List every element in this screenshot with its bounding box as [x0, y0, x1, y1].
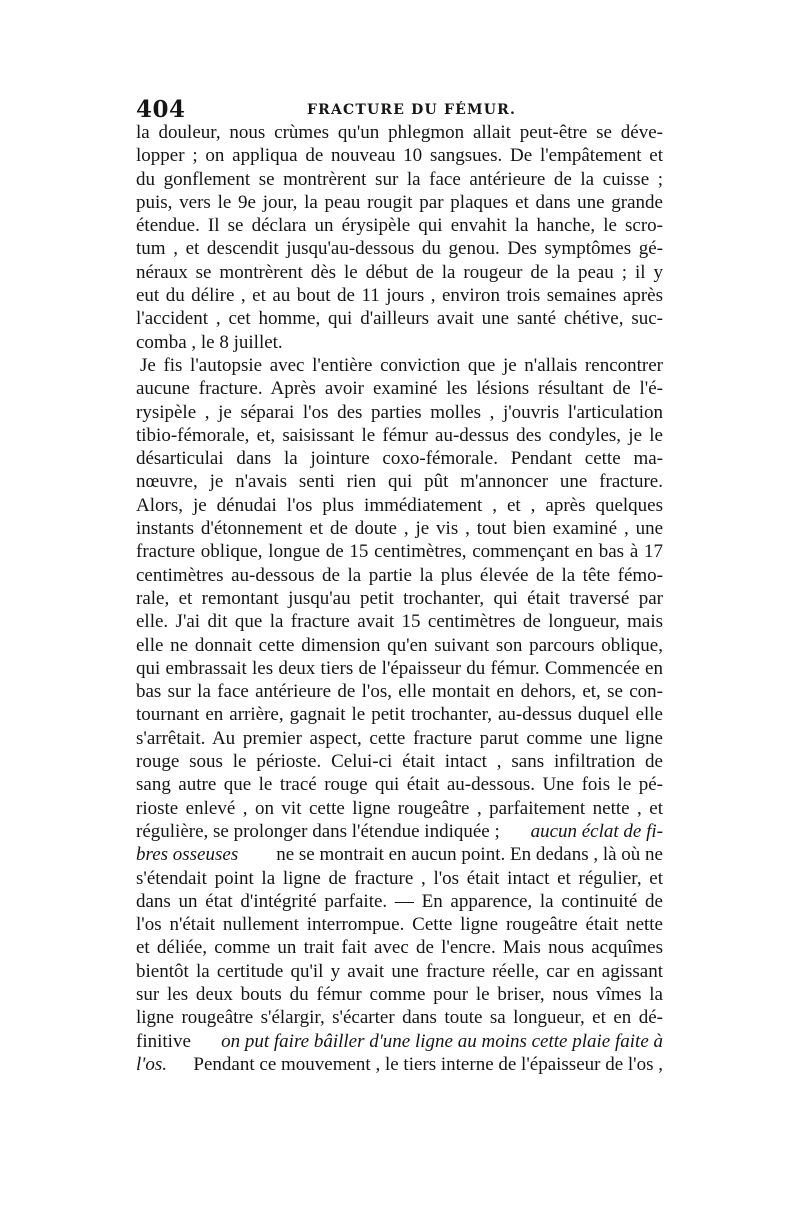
text-line-mixed — [136, 843, 663, 866]
text-line: tournant en arrière, gagnait le petit trochanter, au-dessus duquel elle — [136, 704, 663, 726]
text-line: la douleur, nous crùmes qu'un phlegmon allait peut-être se déve- — [136, 122, 663, 143]
text-line: elle ne donnait cette dimension qu'en suivant son parcours oblique, — [136, 634, 663, 656]
text-line: et déliée, comme un trait fait avec de l'encre. Mais nous acquîmes — [136, 937, 663, 959]
italic-segment: aucun éclat de fi- — [530, 820, 663, 842]
text-segment: régulière, se prolonger dans l'étendue indiquée ; — [136, 820, 500, 842]
text-line: rale, et remontant jusqu'au petit trochanter, qui était traversé par — [136, 587, 663, 609]
text-line: comba , le 8 juillet. — [136, 331, 283, 353]
text-line: désarticulai dans la jointure coxo-fémorale. Pendant cette ma- — [136, 448, 663, 470]
text-line: bientôt la certitude qu'il y avait une fracture réelle, car en agissant — [136, 960, 663, 982]
text-line: s'arrêtait. Au premier aspect, cette fracture parut comme une ligne — [136, 727, 663, 749]
text-line: rouge sous le périoste. Celui-ci était intact , sans infiltration de — [136, 751, 663, 773]
italic-segment: on put faire bâiller d'une ligne au moins cette plaie faite à — [221, 1030, 663, 1052]
text-line: eut du délire , et au bout de 11 jours , environ trois semaines après — [136, 285, 663, 307]
text-line: l'accident , cet homme, qui d'ailleurs avait une santé chétive, suc- — [136, 308, 663, 330]
text-line: aucune fracture. Après avoir examiné les lésions résultant de l'é- — [136, 378, 663, 400]
text-segment: ne se montrait en aucun point. En dedans , là où ne — [276, 844, 663, 866]
text-line: dans un état d'intégrité parfaite. — En apparence, la continuité de — [136, 890, 663, 912]
text-line: lopper ; on appliqua de nouveau 10 sangsues. De l'empâtement et — [136, 145, 663, 167]
italic-segment: l'os. — [136, 1053, 167, 1075]
italic-segment: bres osseuses — [136, 844, 239, 866]
text-line: ligne rougeâtre s'élargir, s'écarter dans toute sa longueur, et en dé- — [136, 1007, 663, 1029]
page-number: 404 — [136, 96, 186, 123]
text-line-mixed — [136, 1053, 663, 1076]
running-title: FRACTURE DU FÉMUR. — [307, 102, 517, 118]
text-line: tum , et descendit jusqu'au-dessous du genou. Des symptômes gé- — [136, 238, 663, 260]
text-line: s'étendait point la ligne de fracture , l'os était intact et régulier, et — [136, 867, 663, 889]
text-line: Alors, je dénudai l'os plus immédiatement , et , après quelques — [136, 494, 663, 516]
body-text — [136, 121, 663, 1076]
text-line-mixed — [136, 1030, 663, 1053]
text-line: rysipèle , je séparai l'os des parties molles , j'ouvris l'articulation — [136, 401, 663, 423]
text-line: tibio-fémorale, et, saisissant le fémur au-dessus des condyles, je le — [136, 424, 663, 446]
text-line: sang autre que le tracé rouge qui était au-dessous. Une fois le pé- — [136, 774, 663, 796]
text-line: centimètres au-dessous de la partie la plus élevée de la tête fémo- — [136, 564, 663, 586]
text-line: bas sur la face antérieure de l'os, elle montait en dehors, et, se con- — [136, 681, 663, 703]
text-line: elle. J'ai dit que la fracture avait 15 centimètres de longueur, mais — [136, 611, 663, 633]
text-segment: finitive — [136, 1030, 191, 1052]
text-line: étendue. Il se déclara un érysipèle qui envahit la hanche, le scro- — [136, 215, 663, 237]
text-line: néraux se montrèrent dès le début de la rougeur de la peau ; il y — [136, 261, 663, 283]
text-line: l'os n'était nullement interrompue. Cette ligne rougeâtre était nette — [136, 914, 663, 936]
text-line: Je fis l'autopsie avec l'entière conviction que je n'allais rencontrer — [140, 354, 663, 376]
text-line: instants d'étonnement et de doute , je vis , tout bien examiné , une — [136, 518, 663, 540]
text-line: puis, vers le 9e jour, la peau rougit par plaques et dans une grande — [136, 191, 663, 213]
text-line: nœuvre, je n'avais senti rien qui pût m'annoncer une fracture. — [136, 471, 663, 493]
text-line: fracture oblique, longue de 15 centimètres, commençant en bas à 17 — [136, 541, 663, 563]
text-segment: Pendant ce mouvement , le tiers interne de l'épaisseur de l'os , — [193, 1053, 663, 1075]
text-line: qui embrassait les deux tiers de l'épaisseur du fémur. Commencée en — [136, 657, 663, 679]
text-line: sur les deux bouts du fémur comme pour le briser, nous vîmes la — [136, 983, 663, 1005]
text-line: du gonflement se montrèrent sur la face antérieure de la cuisse ; — [136, 168, 663, 190]
text-line: rioste enlevé , on vit cette ligne rougeâtre , parfaitement nette , et — [136, 797, 663, 819]
text-line-mixed — [136, 820, 663, 843]
